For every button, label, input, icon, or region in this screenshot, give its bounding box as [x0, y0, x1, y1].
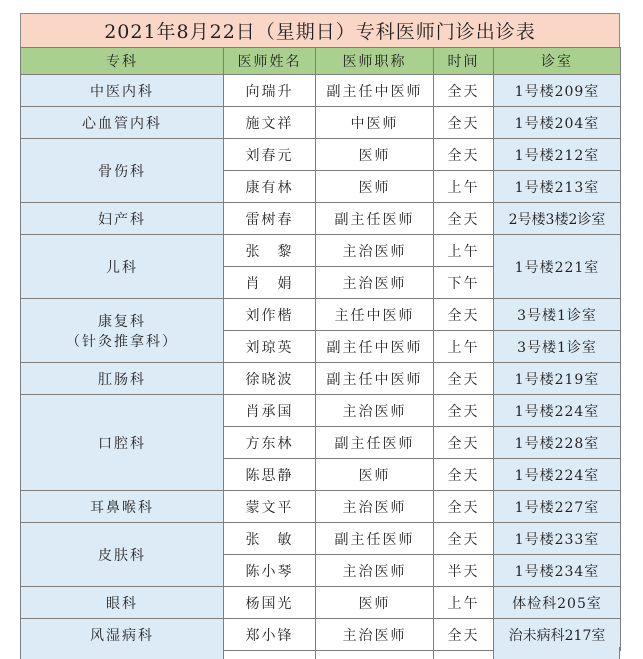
- dept-label: 康复科: [98, 313, 146, 330]
- table-row: [21, 363, 621, 395]
- doctor-cell: 向瑞升: [224, 75, 316, 107]
- doctor-cell: 张 黎: [224, 235, 316, 267]
- title-cell: 主治医师: [316, 267, 434, 299]
- dept-cell: 皮肤科: [21, 523, 224, 587]
- title-cell: 副主任医师: [316, 203, 434, 235]
- room-cell: 治未病科217室: [494, 619, 621, 651]
- continuation-cell: [21, 647, 224, 659]
- time-cell: 上午: [434, 587, 494, 619]
- time-cell: 全天: [434, 491, 494, 523]
- title-cell: 主治医师: [316, 619, 434, 651]
- title-cell: 主任中医师: [316, 299, 434, 331]
- room-cell: 3号楼1诊室: [494, 299, 621, 331]
- dept-cell: 肛肠科: [21, 363, 224, 395]
- header-room: 诊室: [494, 48, 621, 75]
- time-cell: 全天: [434, 299, 494, 331]
- doctor-cell: 郑小锋: [224, 619, 316, 651]
- dept-cell: 骨伤科: [21, 139, 224, 203]
- title-cell: 主治医师: [316, 491, 434, 523]
- time-cell: 全天: [434, 619, 494, 651]
- title-cell: 医师: [316, 171, 434, 203]
- time-cell: 上午: [434, 235, 494, 267]
- room-cell: 1号楼224室: [494, 395, 621, 427]
- table-row: [21, 139, 621, 171]
- time-cell: 全天: [434, 523, 494, 555]
- continuation-cell: [224, 647, 316, 659]
- title-cell: 中医师: [316, 107, 434, 139]
- time-cell: 全天: [434, 363, 494, 395]
- doctor-cell: 雷树春: [224, 203, 316, 235]
- table-row: [21, 587, 621, 619]
- doctor-cell: 陈小琴: [224, 555, 316, 587]
- header-title: 医师职称: [316, 48, 434, 75]
- dept-cell: [21, 299, 224, 363]
- header-time: 时间: [434, 48, 494, 75]
- table-row: [21, 299, 621, 331]
- time-cell: 全天: [434, 395, 494, 427]
- dept-sublabel: （针灸推拿科）: [66, 333, 178, 350]
- table-continuation: [20, 647, 620, 659]
- dept-cell: 儿科: [21, 235, 224, 299]
- doctor-cell: 杨国光: [224, 587, 316, 619]
- continuation-cell: [316, 647, 434, 659]
- dept-cell: 口腔科: [21, 395, 224, 491]
- time-cell: 上午: [434, 171, 494, 203]
- dept-cell: 中医内科: [21, 75, 224, 107]
- table-row: [21, 619, 621, 651]
- table-row: [21, 203, 621, 235]
- time-cell: 半天: [434, 555, 494, 587]
- room-cell: 1号楼204室: [494, 107, 621, 139]
- room-cell: 1号楼227室: [494, 491, 621, 523]
- time-cell: 下午: [434, 267, 494, 299]
- room-cell: 体检科205室: [494, 587, 621, 619]
- room-cell: 3号楼1诊室: [494, 331, 621, 363]
- table-row: [21, 75, 621, 107]
- title-cell: 主治医师: [316, 395, 434, 427]
- time-cell: 全天: [434, 203, 494, 235]
- dept-cell: 妇产科: [21, 203, 224, 235]
- table-row: [21, 395, 621, 427]
- time-cell: 全天: [434, 427, 494, 459]
- room-cell: 1号楼233室: [494, 523, 621, 555]
- room-cell: 1号楼224室: [494, 459, 621, 491]
- dept-cell: 耳鼻喉科: [21, 491, 224, 523]
- doctor-cell: 施文祥: [224, 107, 316, 139]
- table-row: [21, 491, 621, 523]
- doctor-cell: 康有林: [224, 171, 316, 203]
- room-cell: 1号楼212室: [494, 139, 621, 171]
- page-title: 2021年8月22日（星期日）专科医师门诊出诊表: [20, 13, 620, 47]
- table-row: [21, 523, 621, 555]
- time-cell: 全天: [434, 107, 494, 139]
- room-cell: 1号楼228室: [494, 427, 621, 459]
- title-cell: 副主任中医师: [316, 75, 434, 107]
- title-cell: 副主任中医师: [316, 363, 434, 395]
- doctor-cell: 方东林: [224, 427, 316, 459]
- continuation-cell: [434, 647, 494, 659]
- room-cell: 1号楼219室: [494, 363, 621, 395]
- dept-cell: 眼科: [21, 587, 224, 619]
- room-cell: 1号楼209室: [494, 75, 621, 107]
- doctor-cell: 刘作楷: [224, 299, 316, 331]
- doctor-cell: 陈思静: [224, 459, 316, 491]
- dept-cell: 心血管内科: [21, 107, 224, 139]
- room-cell: 2号楼3楼2诊室: [494, 203, 621, 235]
- title-cell: 副主任医师: [316, 427, 434, 459]
- time-cell: 全天: [434, 139, 494, 171]
- doctor-cell: 张 敏: [224, 523, 316, 555]
- title-cell: 副主任中医师: [316, 331, 434, 363]
- time-cell: 全天: [434, 459, 494, 491]
- doctor-cell: 蒙文平: [224, 491, 316, 523]
- doctor-cell: 肖承国: [224, 395, 316, 427]
- continuation-cell: [494, 647, 619, 659]
- room-cell: 1号楼213室: [494, 171, 621, 203]
- header-row: [21, 48, 621, 75]
- header-doctor: 医师姓名: [224, 48, 316, 75]
- table-row: [21, 235, 621, 267]
- table-row: [21, 107, 621, 139]
- title-cell: 主治医师: [316, 555, 434, 587]
- doctor-cell: 徐晓波: [224, 363, 316, 395]
- title-cell: 副主任医师: [316, 523, 434, 555]
- time-cell: 全天: [434, 75, 494, 107]
- time-cell: 上午: [434, 331, 494, 363]
- title-cell: 主治医师: [316, 235, 434, 267]
- title-cell: 医师: [316, 139, 434, 171]
- room-cell: 1号楼234室: [494, 555, 621, 587]
- dept-cell: 风湿病科: [21, 619, 224, 651]
- title-cell: 医师: [316, 587, 434, 619]
- title-cell: 医师: [316, 459, 434, 491]
- doctor-cell: 肖 娟: [224, 267, 316, 299]
- header-dept: 专科: [21, 48, 224, 75]
- doctor-cell: 刘春元: [224, 139, 316, 171]
- doctor-cell: 刘琼英: [224, 331, 316, 363]
- room-cell: 1号楼221室: [494, 235, 621, 299]
- schedule-table: [20, 47, 621, 651]
